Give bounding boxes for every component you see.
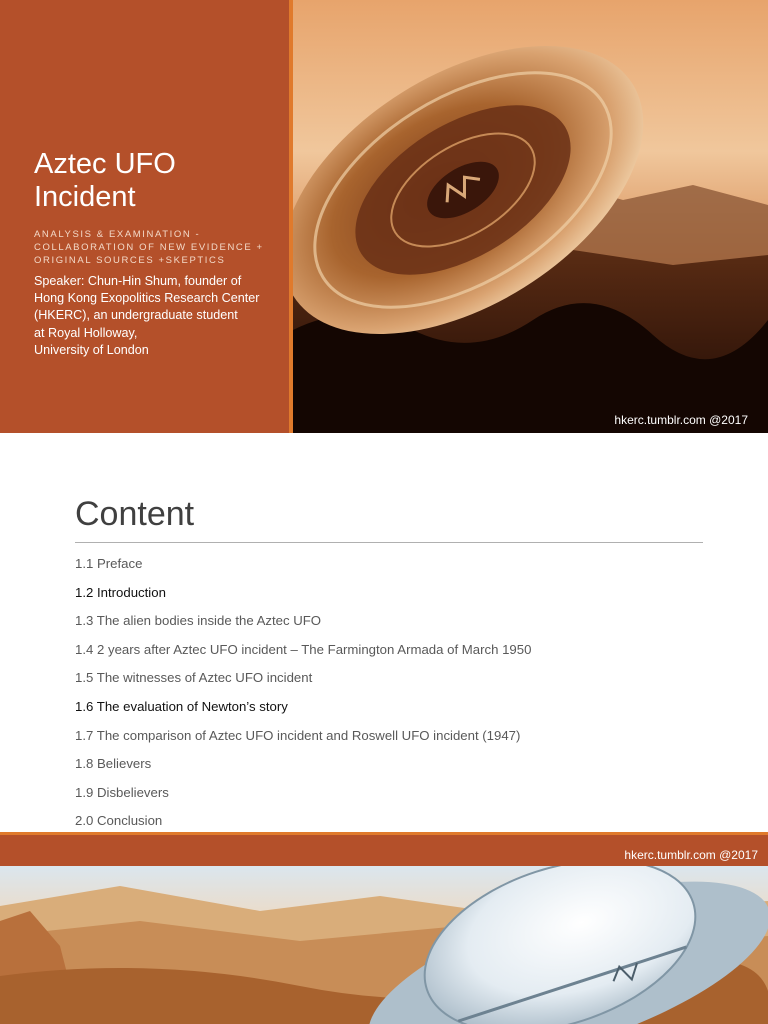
slide-footer: hkerc.tumblr.com @2017 <box>614 413 748 427</box>
slide-subtitle: ANALYSIS & EXAMINATION - COLLABORATION OF NEW EVIDENCE + ORIGINAL SOURCES +SKEPTICS <box>34 229 264 266</box>
desert-ufo-slide <box>0 866 768 1024</box>
toc-item: 1.7 The comparison of Aztec UFO incident and Roswell UFO incident (1947) <box>75 727 521 743</box>
toc-item: 2.0 Conclusion <box>75 813 163 829</box>
toc-item: 1.2 Introduction <box>75 584 166 600</box>
content-slide <box>0 433 768 866</box>
toc-item: 1.6 The evaluation of Newton’s story <box>75 698 288 714</box>
toc-item: 1.3 The alien bodies inside the Aztec UFO <box>75 613 322 629</box>
toc-item: 1.4 2 years after Aztec UFO incident – The Farmington Armada of March 1950 <box>75 641 532 657</box>
toc-item: 1.8 Believers <box>75 756 152 772</box>
toc-item: 1.5 The witnesses of Aztec UFO incident <box>75 670 313 686</box>
toc-item: 1.1 Preface <box>75 556 143 571</box>
table-of-contents <box>75 555 531 841</box>
content-title: Content <box>75 495 195 533</box>
desert-ufo-painting <box>0 866 768 1024</box>
title-divider <box>75 542 703 543</box>
slide-title: Aztec UFO Incident <box>34 148 176 213</box>
title-panel <box>0 0 289 433</box>
speaker-info: Speaker: Chun-Hin Shum, founder of Hong Kong Exopolitics Research Center (HKERC), an undergraduate student at Royal Holloway, University of London <box>34 274 260 357</box>
title-slide <box>0 0 768 433</box>
toc-item: 1.9 Disbelievers <box>75 784 169 800</box>
slide-footer: hkerc.tumblr.com @2017 <box>624 848 758 862</box>
crashed-ufo-painting <box>293 0 768 433</box>
